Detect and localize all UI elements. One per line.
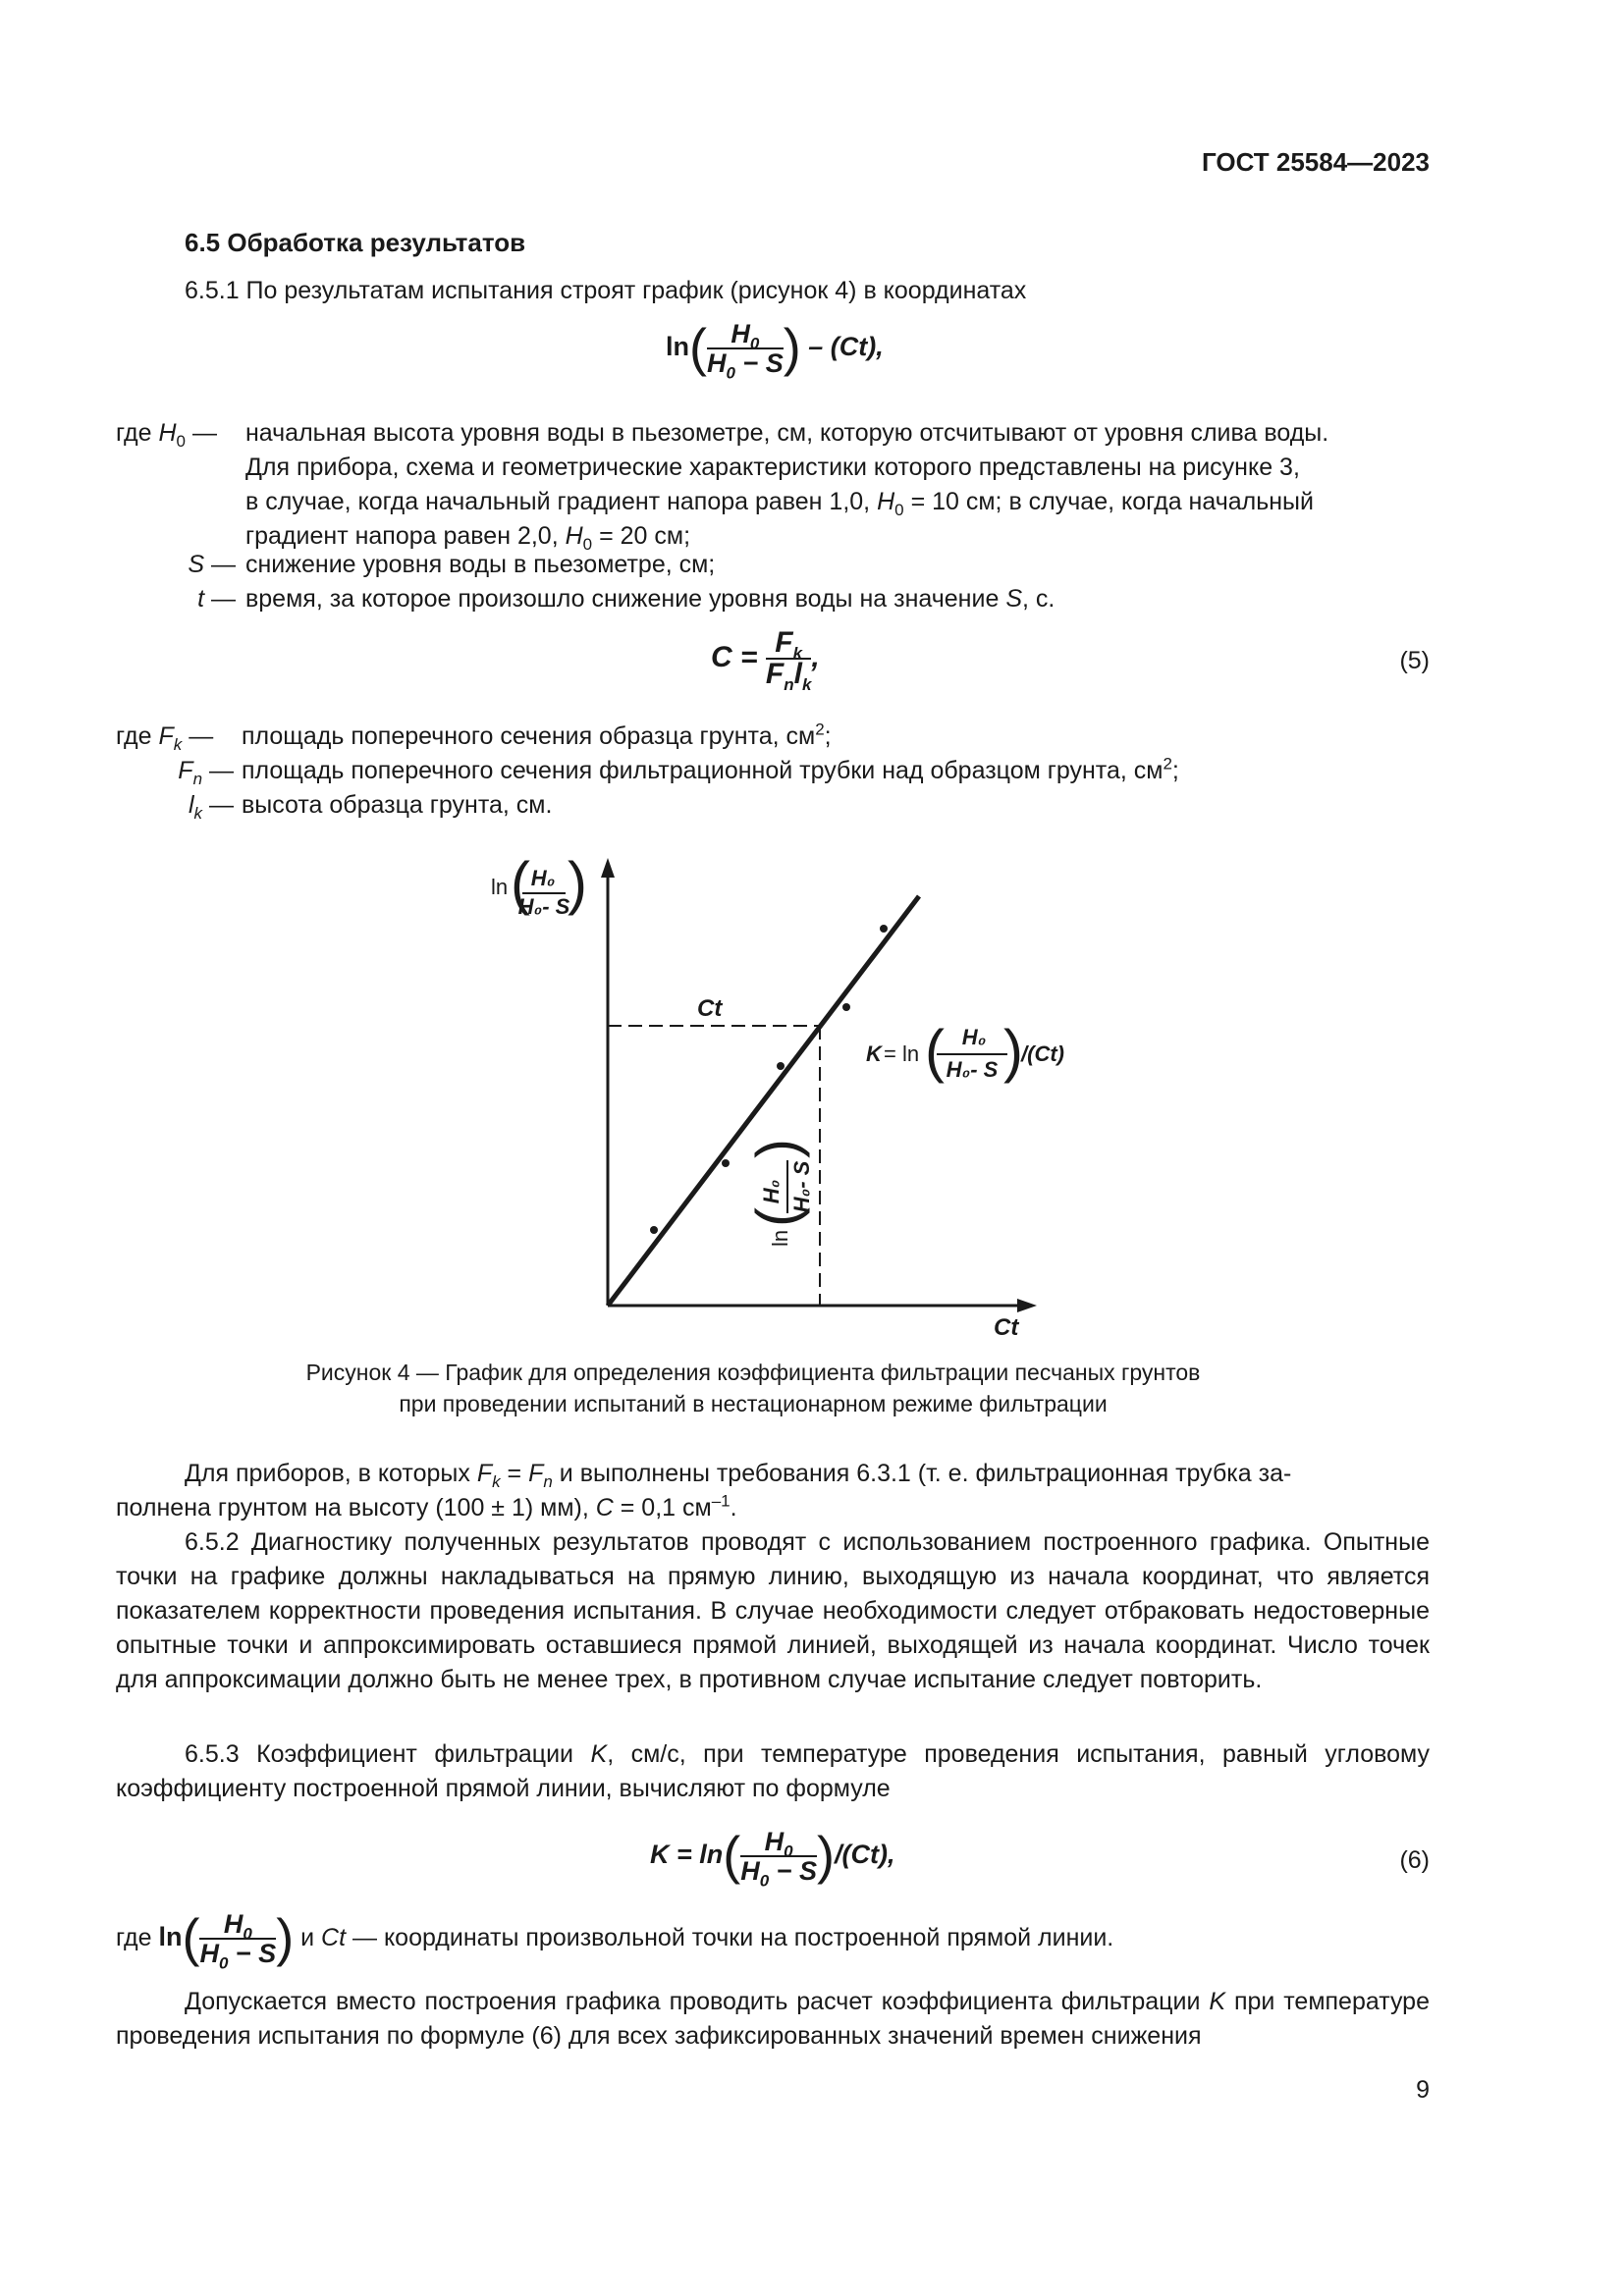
where-label: где $H_0$ — <box>116 419 217 451</box>
def-t: время, за которое произошло снижение уровня воды на значение S, с. <box>245 585 1056 613</box>
vertical-ln-label <box>744 1139 814 1247</box>
svg-text:): ) <box>568 850 587 916</box>
svg-text:/(Ct): /(Ct) <box>1021 1041 1064 1066</box>
paragraph-6-5-2: 6.5.2 Диагностику полученных результатов проводят с использованием построенного графика. Опытные точки на графике должны накладываться на прямую линию, выходящую из начала координат, что является показателем корректности проведения испытания. В случае необходимости следует отбраковать недостоверные опытные точки и аппроксимировать оставшиеся прямой линией, выходящей из начала координат. Число точек для аппроксимации должно быть не менее трех, в противном случае испытание следует повторить. <box>116 1528 1430 1693</box>
svg-text:): ) <box>1003 1018 1023 1084</box>
x-axis-arrow <box>1017 1299 1037 1312</box>
svg-text:H₀- S: H₀- S <box>946 1057 999 1082</box>
standard-number: ГОСТ 25584—2023 <box>1202 147 1430 177</box>
equation-number-6: (6) <box>1399 1846 1430 1874</box>
svg-text:(: ( <box>511 850 530 916</box>
formula-6: K = ln( $\frac{H_0}{H_0 - S}$ )/(Ct), <box>650 1826 895 1891</box>
data-point <box>880 925 888 933</box>
formula-coordinates: ln( $\frac{H_0}{H_0 - S}$ ) – (Ct), <box>666 318 884 383</box>
def-s: снижение уровня воды в пьезометре, см; <box>245 551 716 578</box>
page-number: 9 <box>1416 2076 1430 2104</box>
y-axis-arrow <box>601 858 615 878</box>
svg-text:(: ( <box>744 1207 810 1227</box>
paragraph-last: Допускается вместо построения графика проводить расчет коэффициента фильтрации K при температуре проведения испытания по формуле (6) для всех зафиксированных значений времен снижения <box>116 1988 1430 2050</box>
def-lk: высота образца грунта, см. <box>242 791 553 819</box>
paragraph-devices-line-2: полнена грунтом на высоту (100 ± 1) мм), C = 0,1 $см^{-1}$. <box>116 1491 737 1522</box>
data-point <box>650 1226 658 1234</box>
svg-text:H₀: H₀ <box>759 1179 784 1204</box>
y-label-num: H₀ <box>530 866 556 890</box>
def-fk-term: где $F_k$ — <box>116 722 214 754</box>
svg-text:H₀: H₀ <box>961 1025 987 1049</box>
paragraph-6-5-1: 6.5.1 По результатам испытания строят график (рисунок 4) в координатах <box>185 277 1027 304</box>
figure-4-graph <box>471 844 1080 1355</box>
x-axis-label: Ct <box>994 1314 1019 1341</box>
svg-text:): ) <box>744 1139 810 1158</box>
def-fn: площадь поперечного сечения фильтрационной трубки над образцом грунта, $см^2$; <box>242 754 1179 784</box>
svg-text:= ln: = ln <box>884 1041 920 1066</box>
equation-number-5: (5) <box>1399 647 1430 674</box>
k-formula-label <box>866 1018 1064 1084</box>
def-s-term: S — <box>188 551 236 578</box>
y-axis-label <box>491 850 587 919</box>
svg-text:(: ( <box>925 1018 945 1084</box>
def-t-term: t — <box>197 585 236 613</box>
def-coordinates: где ln( $\frac{H_0}{H_0 - S}$ ) и Ct — координаты произвольной точки на построенной прямой линии. <box>116 1908 1114 1973</box>
def-lk-term: $l_k$ — <box>188 791 234 823</box>
svg-text:H₀- S: H₀- S <box>789 1160 814 1213</box>
paragraph-devices: Для приборов, в которых $F_k = F_n$ и выполнены требования 6.3.1 (т. е. фильтрационная трубка за- <box>185 1460 1292 1491</box>
figure-caption-line-1: Рисунок 4 — График для определения коэффициента фильтрации песчаных грунтов <box>305 1360 1201 1385</box>
regression-line <box>608 896 919 1306</box>
svg-text:ln: ln <box>768 1229 792 1247</box>
data-point <box>722 1159 730 1167</box>
formula-5: C = $\frac{F_k}{F_nl_k}$ , <box>711 626 820 694</box>
ct-label: Ct <box>697 995 723 1022</box>
svg-text:ln: ln <box>491 875 509 899</box>
def-fn-term: $F_n$ — <box>178 757 234 788</box>
svg-text:K: K <box>866 1041 882 1066</box>
data-point <box>777 1062 785 1070</box>
def-h0: начальная высота уровня воды в пьезометре, см, которую отсчитывают от уровня слива воды. Для прибора, схема и геометрические характеристики которого представлены на рисунке 3, в случае, когда начальный градиент напора равен 1,0, $H_0 = 10$ см; в случае, когда начальный градиент напора равен 2,0, $H_0 = 20$ см; <box>245 419 1329 554</box>
section-title: 6.5 Обработка результатов <box>185 228 526 257</box>
data-point <box>842 1003 850 1011</box>
paragraph-6-5-3: 6.5.3 Коэффициент фильтрации K, см/с, при температуре проведения испытания, равный угловому коэффициенту построенной прямой линии, вычисляют по формуле <box>116 1740 1431 1802</box>
def-fk: площадь поперечного сечения образца грунта, $см^2$; <box>242 720 832 750</box>
y-label-den: H₀- S <box>517 894 570 919</box>
figure-caption-line-2: при проведении испытаний в нестационарном режиме фильтрации <box>399 1391 1108 1416</box>
